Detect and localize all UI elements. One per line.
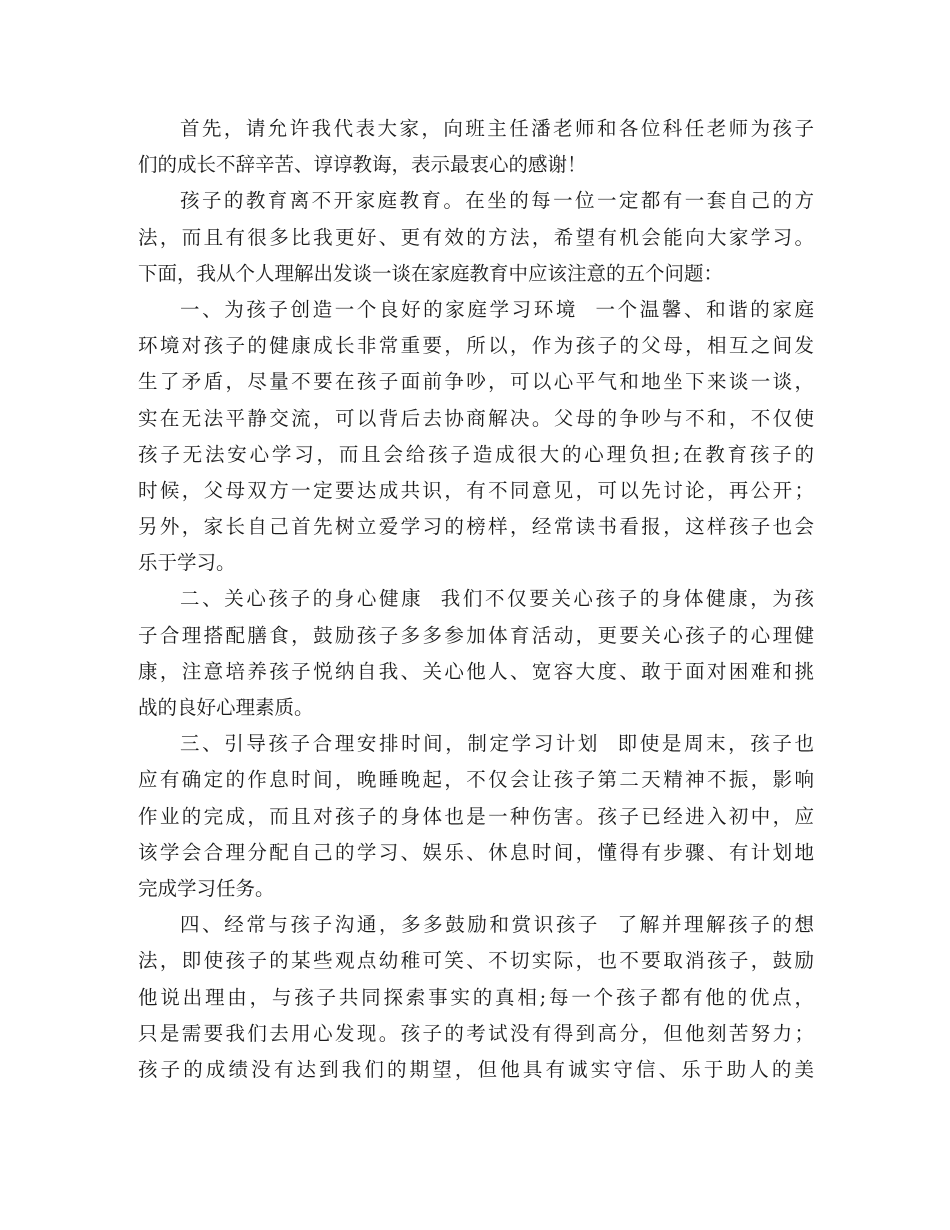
text-line: 乐于学习。 <box>138 551 236 575</box>
paragraph-point-two <box>138 581 814 726</box>
text-line: 康，注意培养孩子悦纳自我、关心他人、宽容大度、敢于面对困难和挑 <box>138 659 814 683</box>
text-line: 实在无法平静交流，可以背后去协商解决。父母的争吵与不和，不仅使 <box>138 406 814 430</box>
text-line: 该学会合理分配自己的学习、娱乐、休息时间，懂得有步骤、有计划地 <box>138 840 814 864</box>
document-body <box>138 111 814 1088</box>
text-line: 完成学习任务。 <box>138 876 275 900</box>
text-line: 时候，父母双方一定要达成共识，有不同意见，可以先讨论，再公开； <box>138 478 814 502</box>
text-line: 三、引导孩子合理安排时间，制定学习计划 即使是周末，孩子也 <box>180 732 814 756</box>
text-line: 孩子的成绩没有达到我们的期望，但他具有诚实守信、乐于助人的美 <box>138 1057 814 1081</box>
paragraph-point-one <box>138 292 814 582</box>
text-line: 应有确定的作息时间，晚睡晚起，不仅会让孩子第二天精神不振，影响 <box>138 768 814 792</box>
text-line: 作业的完成，而且对孩子的身体也是一种伤害。孩子已经进入初中，应 <box>138 804 814 828</box>
text-line: 法，而且有很多比我更好、更有效的方法，希望有机会能向大家学习。 <box>138 225 814 249</box>
text-line: 他说出理由，与孩子共同探索事实的真相;每一个孩子都有他的优点， <box>138 985 814 1009</box>
text-line: 首先，请允许我代表大家，向班主任潘老师和各位科任老师为孩子 <box>180 117 814 140</box>
text-line: 下面，我从个人理解出发谈一谈在家庭教育中应该注意的五个问题： <box>138 261 724 285</box>
text-line: 四、经常与孩子沟通，多多鼓励和赏识孩子 了解并理解孩子的想 <box>180 913 814 937</box>
text-line: 子合理搭配膳食，鼓励孩子多多参加体育活动，更要关心孩子的心理健 <box>138 623 814 647</box>
text-line: 们的成长不辞辛苦、谆谆教诲，表示最衷心的感谢！ <box>138 153 587 177</box>
text-line: 只是需要我们去用心发现。孩子的考试没有得到高分，但他刻苦努力； <box>138 1021 814 1045</box>
text-line: 生了矛盾，尽量不要在孩子面前争吵，可以心平气和地坐下来谈一谈， <box>138 370 814 394</box>
text-line: 一、为孩子创造一个良好的家庭学习环境 一个温馨、和谐的家庭 <box>180 297 814 321</box>
text-line: 另外，家长自己首先树立爱学习的榜样，经常读书看报，这样孩子也会 <box>138 515 814 539</box>
text-line: 法，即使孩子的某些观点幼稚可笑、不切实际，也不要取消孩子，鼓励 <box>138 949 814 973</box>
paragraph-introduction <box>138 183 814 292</box>
text-line: 孩子的教育离不开家庭教育。在坐的每一位一定都有一套自己的方 <box>180 189 814 213</box>
text-line: 战的良好心理素质。 <box>138 696 314 719</box>
text-line: 环境对孩子的健康成长非常重要，所以，作为孩子的父母，相互之间发 <box>138 334 814 358</box>
paragraph-point-three <box>138 726 814 907</box>
paragraph-point-four <box>138 907 814 1088</box>
paragraph-gratitude <box>138 111 814 183</box>
text-line: 孩子无法安心学习，而且会给孩子造成很大的心理负担;在教育孩子的 <box>138 442 814 466</box>
text-line: 二、关心孩子的身心健康 我们不仅要关心孩子的身体健康，为孩 <box>180 587 814 611</box>
